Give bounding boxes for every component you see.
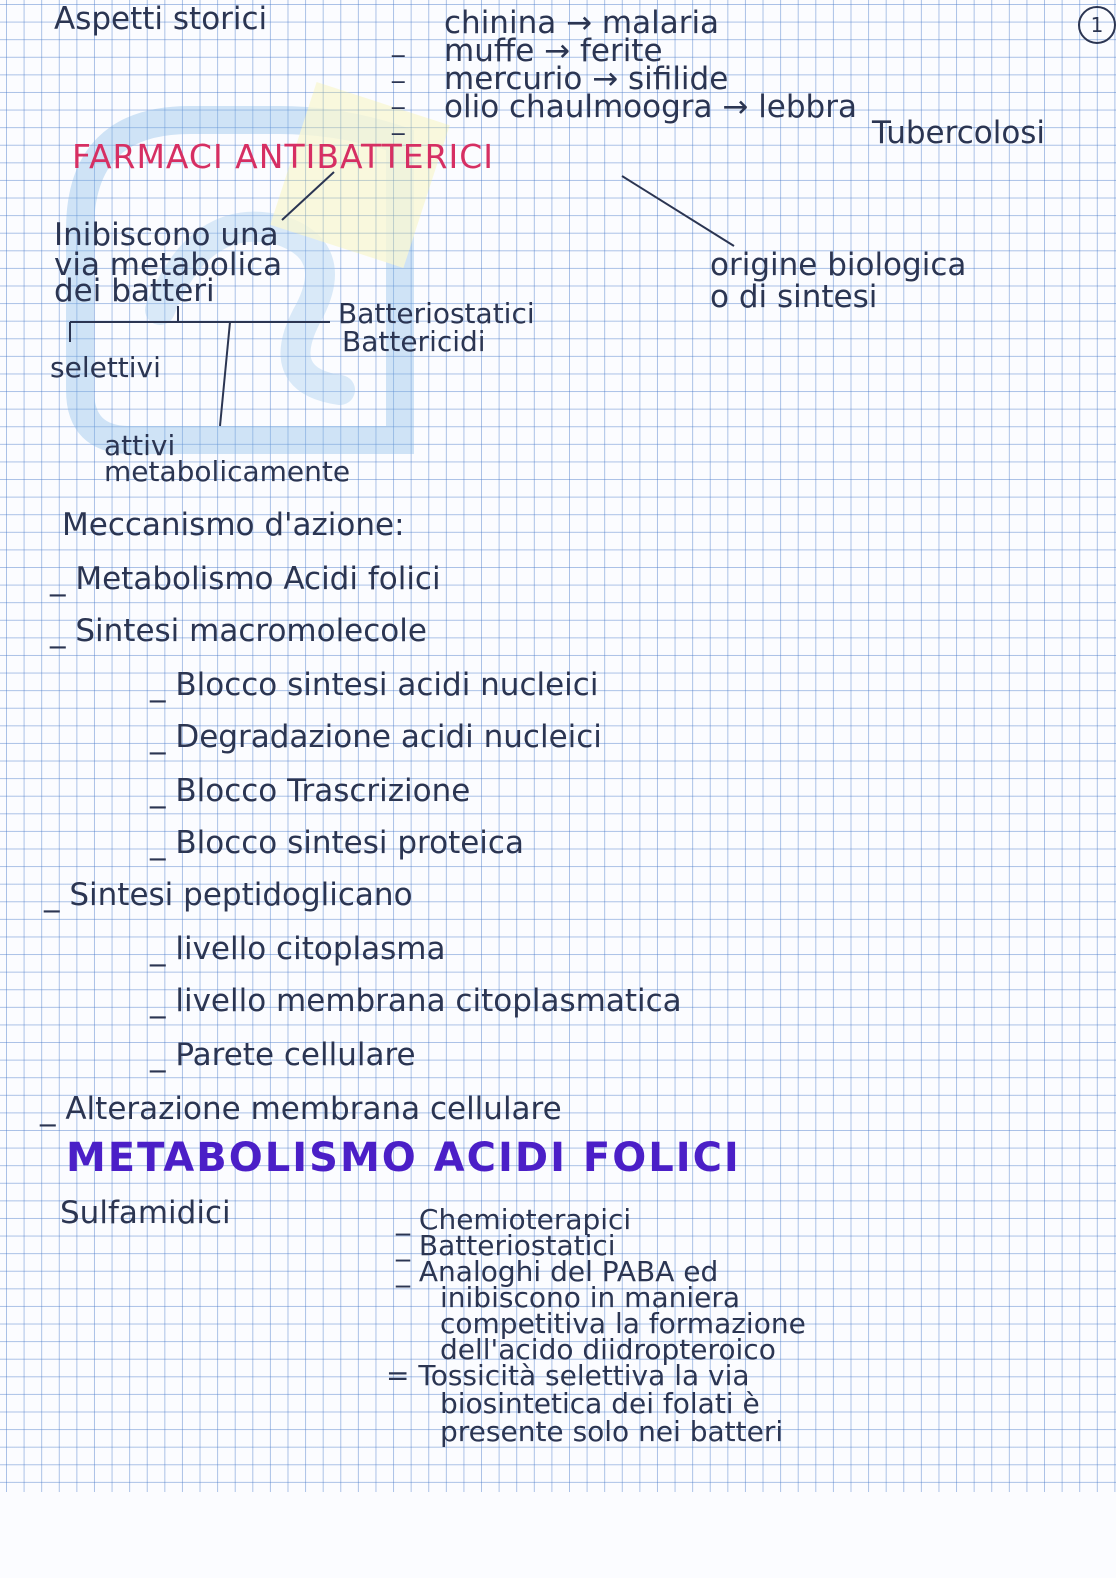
mechanism-item: _ livello membrana citoplasmatica xyxy=(150,983,682,1019)
dash-mark: _ xyxy=(392,80,405,109)
drug-note: = Tossicità selettiva la via xyxy=(386,1359,750,1392)
note-line: Batteriostatici xyxy=(338,297,535,330)
section-heading-purple: METABOLISMO ACIDI FOLICI xyxy=(66,1135,741,1181)
drug-note: _ Chemioterapici xyxy=(396,1203,632,1236)
note-line: selettivi xyxy=(50,351,161,384)
drug-class: Sulfamidici xyxy=(60,1195,231,1231)
page-bottom-margin xyxy=(0,1492,1116,1578)
mechanism-item: _ Metabolismo Acidi folici xyxy=(50,561,441,597)
drug-note: inibiscono in maniera xyxy=(440,1281,741,1314)
mechanism-item: _ Sintesi peptidoglicano xyxy=(44,877,413,913)
history-item: muffe → ferite xyxy=(444,33,663,69)
drug-note: competitiva la formazione xyxy=(440,1307,806,1340)
mechanism-item: _ Blocco sintesi proteica xyxy=(150,825,524,861)
mechanism-item: _ Blocco Trascrizione xyxy=(150,773,471,809)
note-line: Inibiscono una xyxy=(54,217,279,253)
history-item: Tubercolosi xyxy=(872,115,1046,151)
mechanism-item: _ Degradazione acidi nucleici xyxy=(150,719,602,755)
mechanism-item: _ Sintesi macromolecole xyxy=(50,613,427,649)
note-line: o di sintesi xyxy=(710,279,878,315)
drug-note: biosintetica dei folati è xyxy=(440,1387,760,1420)
note-line: metabolicamente xyxy=(104,455,351,488)
note-line: origine biologica xyxy=(710,247,967,283)
mechanism-item: _ Parete cellulare xyxy=(150,1037,416,1073)
note-line: via metabolica xyxy=(54,247,283,283)
history-item: mercurio → sifilide xyxy=(444,61,729,97)
note-line: attivi xyxy=(104,429,176,462)
dash-mark: _ xyxy=(392,28,405,57)
dash-mark: _ xyxy=(392,54,405,83)
page-number: 1 xyxy=(1078,6,1116,44)
section-heading-red: FARMACI ANTIBATTERICI xyxy=(72,137,495,176)
note-line: Battericidi xyxy=(342,325,486,358)
dash-mark: _ xyxy=(392,106,405,135)
mechanism-item: _ Blocco sintesi acidi nucleici xyxy=(150,667,599,703)
mechanism-item: _ Alterazione membrana cellulare xyxy=(40,1091,562,1127)
drug-note: dell'acido diidropteroico xyxy=(440,1333,776,1366)
drug-note: _ Analoghi del PABA ed xyxy=(396,1255,719,1288)
drug-note: presente solo nei batteri xyxy=(440,1415,784,1448)
mechanism-heading: Meccanismo d'azione: xyxy=(62,507,405,543)
history-item: chinina → malaria xyxy=(444,5,720,41)
drug-note: _ Batteriostatici xyxy=(396,1229,616,1262)
note-line: dei batteri xyxy=(54,273,215,309)
history-item: olio chaulmoogra → lebbra xyxy=(444,89,857,125)
mechanism-item: _ livello citoplasma xyxy=(150,931,446,967)
header-title: Aspetti storici xyxy=(54,1,268,37)
